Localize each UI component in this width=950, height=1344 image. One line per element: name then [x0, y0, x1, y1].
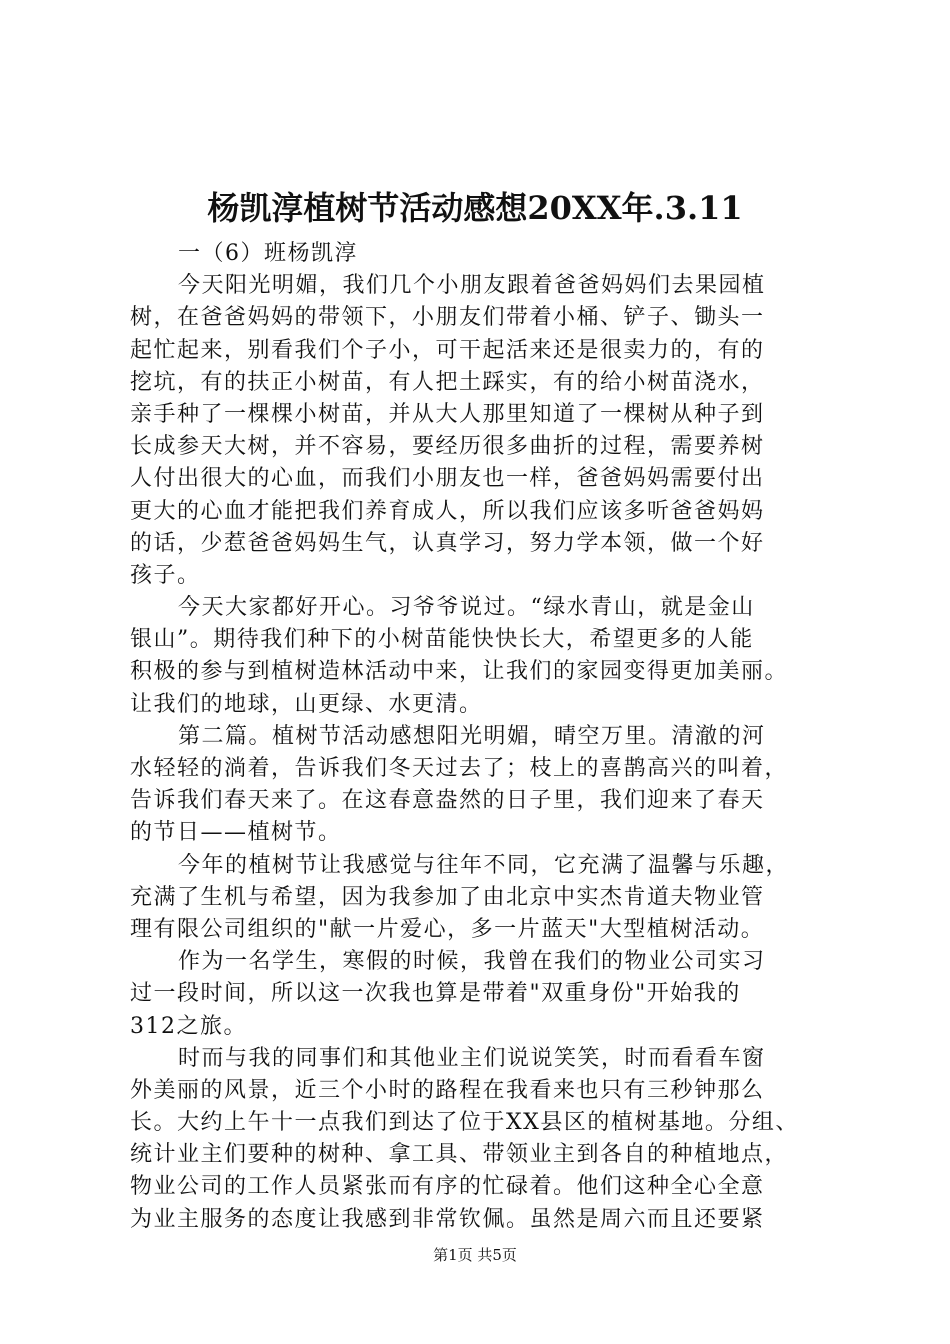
text-line: 今天阳光明媚，我们几个小朋友跟着爸爸妈妈们去果园植 [178, 273, 766, 299]
text-line: 积极的参与到植树造林活动中来，让我们的家园变得更加美丽。 [130, 659, 789, 685]
text-line: 的节日——植树节。 [130, 820, 342, 846]
text-line: 第二篇。植树节活动感想阳光明媚，晴空万里。清澈的河 [178, 723, 766, 749]
text-line: 为业主服务的态度让我感到非常钦佩。虽然是周六而且还要紧 [130, 1206, 765, 1232]
text-line: 统计业主们要种的树种、拿工具、带领业主到各自的种植地点， [130, 1142, 789, 1168]
text-line: 作为一名学生，寒假的时候，我曾在我们的物业公司实习 [178, 949, 766, 975]
text-line: 亲手种了一棵棵小树苗，并从大人那里知道了一棵树从种子到 [130, 401, 765, 427]
text-line: 让我们的地球，山更绿、水更清。 [130, 691, 483, 717]
author-line: 一（6）班杨凯淳 [178, 241, 358, 266]
text-line: 312之旅。 [130, 1013, 247, 1039]
text-line: 银山”。期待我们种下的小树苗能快快长大，希望更多的人能 [130, 627, 754, 653]
document-title: 杨凯淳植树节活动感想20XX年.3.11 [207, 189, 743, 227]
text-line: 外美丽的风景，近三个小时的路程在我看来也只有三秒钟那么 [130, 1077, 765, 1103]
text-line: 物业公司的工作人员紧张而有序的忙碌着。他们这种全心全意 [130, 1174, 765, 1200]
text-line: 水轻轻的淌着，告诉我们冬天过去了；枝上的喜鹊高兴的叫着， [130, 756, 789, 781]
document-body [130, 238, 830, 1236]
text-line: 挖坑，有的扶正小树苗，有人把土踩实，有的给小树苗浇水， [130, 369, 765, 395]
text-line: 充满了生机与希望，因为我参加了由北京中实杰肯道夫物业管 [130, 884, 765, 910]
text-line: 过一段时间，所以这一次我也算是带着"双重身份"开始我的 [130, 981, 741, 1007]
text-line: 今天大家都好开心。习爷爷说过。“绿水青山，就是金山 [178, 595, 755, 621]
text-line: 告诉我们春天来了。在这春意盎然的日子里，我们迎来了春天 [130, 788, 765, 814]
page-number-footer: 第1页 共5页 [433, 1246, 517, 1264]
text-line: 人付出很大的心血，而我们小朋友也一样，爸爸妈妈需要付出 [130, 466, 765, 492]
text-line: 孩子。 [130, 562, 201, 588]
text-line: 树，在爸爸妈妈的带领下，小朋友们带着小桶、铲子、锄头一 [130, 305, 765, 331]
text-line: 的话，少惹爸爸妈妈生气，认真学习，努力学本领，做一个好 [130, 530, 765, 556]
text-line: 今年的植树节让我感觉与往年不同，它充满了温馨与乐趣， [178, 852, 790, 878]
text-line: 长成参天大树，并不容易，要经历很多曲折的过程，需要养树 [130, 434, 765, 460]
text-line: 更大的心血才能把我们养育成人，所以我们应该多听爸爸妈妈 [130, 498, 765, 524]
text-line: 起忙起来，别看我们个子小，可干起活来还是很卖力的，有的 [130, 337, 765, 363]
text-line: 理有限公司组织的"献一片爱心，多一片蓝天"大型植树活动。 [130, 916, 765, 942]
text-line: 长。大约上午十一点我们到达了位于XX县区的植树基地。分组、 [130, 1110, 799, 1136]
text-line: 时而与我的同事们和其他业主们说说笑笑，时而看看车窗 [178, 1045, 766, 1071]
